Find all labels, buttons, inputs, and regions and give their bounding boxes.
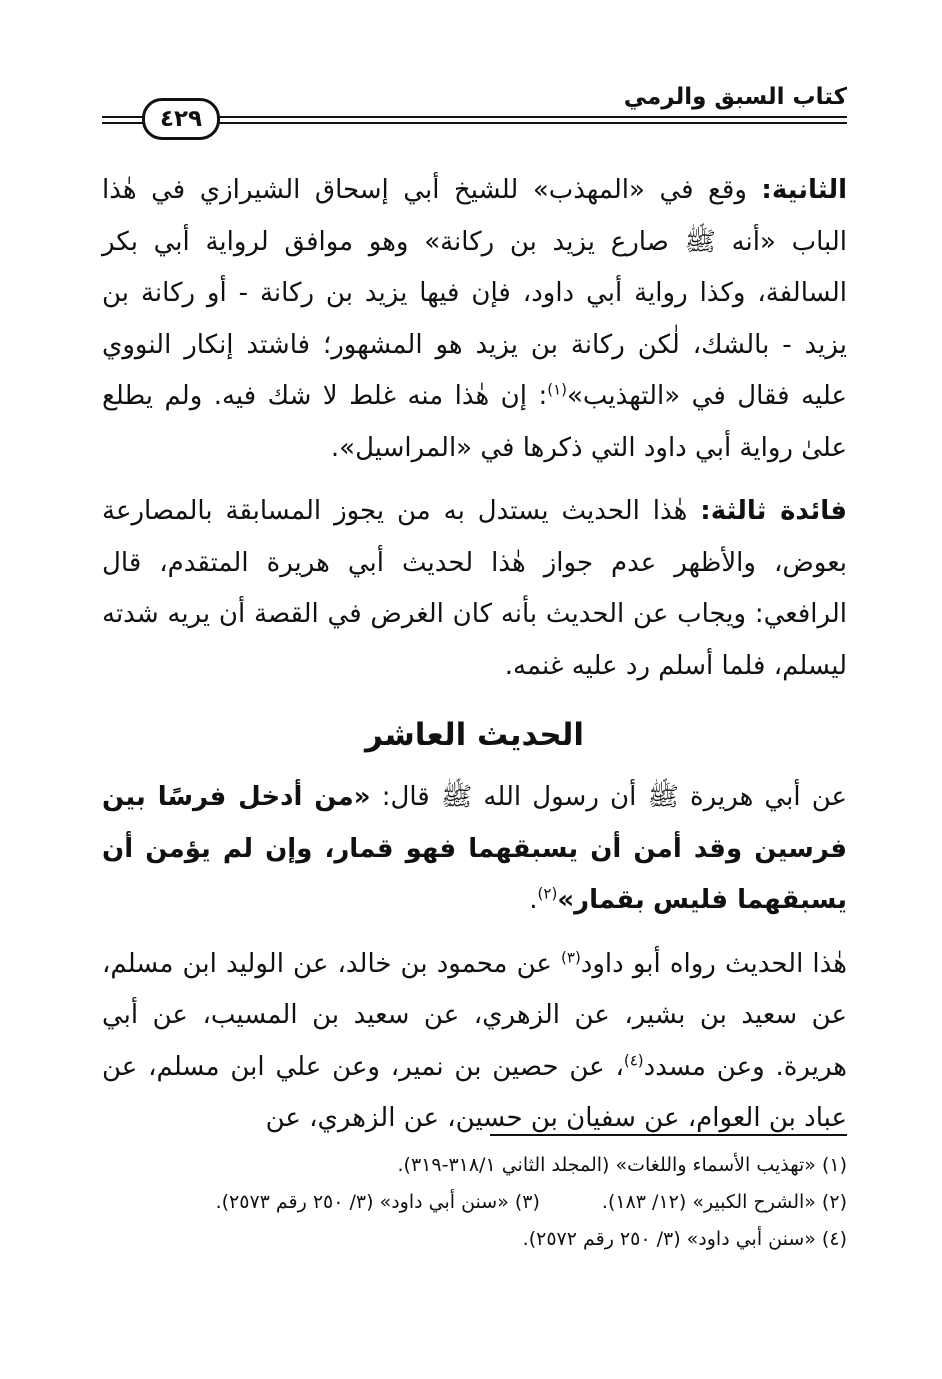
footnote-2: (٢) «الشرح الكبير» (١٢/ ١٨٣).: [601, 1191, 847, 1213]
footnote-ref: (١): [547, 380, 567, 399]
hadith-text: بقمار»: [557, 885, 645, 915]
paragraph-narration-chain: [102, 939, 847, 1145]
text-line: بعوض، والأظهر عدم جواز هٰذا لحديث أبي هريرة المتقدم، قال: [102, 547, 847, 578]
section-title: الحديث العاشر: [365, 717, 584, 753]
paragraph-lead: الثانية:: [761, 175, 848, 205]
footnote-4: (٤) «سنن أبي داود» (٣/ ٢٥٠ رقم ٢٥٧٢).: [522, 1228, 847, 1250]
text-line: هٰذا الحديث رواه أبو داود: [580, 948, 847, 979]
footnote-1: (١) «تهذيب الأسماء واللغات» (المجلد الثاني ٣١٨/١-٣١٩).: [397, 1154, 847, 1176]
text-line: وقع في «المهذب» للشيخ أبي إسحاق الشيرازي في هٰذا: [102, 175, 747, 205]
text-line: ابن مسلم، عن سعيد بن بشير، عن الزهري، عن سعيد بن المسيب،: [102, 948, 847, 1030]
text-line: في «التهذيب»: [566, 381, 726, 411]
paragraph-lead: فائدة ثالثة:: [700, 496, 847, 526]
footnote-ref: (٢): [537, 884, 558, 903]
text-line: داود التي ذكرها في «المراسيل».: [330, 432, 687, 463]
footnote-separator: [490, 1134, 847, 1136]
text-line: هٰذا الحديث يستدل به من يجوز المسابقة بالمصارعة: [102, 496, 688, 526]
text-line: عن أبي هريرة. وعن مسدد: [102, 1000, 848, 1082]
footnotes: [102, 1147, 847, 1258]
running-header: [102, 78, 847, 138]
text-line: ابن مسلم، عن عباد بن العوام، عن سفيان بن حسين، عن الزهري، عن: [102, 1051, 847, 1133]
text-line: الرافعي: ويجاب عن الحديث بأنه كان الغرض في القصة أن يريه شدته: [102, 599, 847, 629]
text-line: وكذا رواية أبي داود، فإن فيها يزيد بن ركانة - أو ركانة بن يزيد -: [102, 278, 847, 360]
text-line: عن محمود بن خالد، عن الوليد: [225, 948, 562, 979]
main-text: [102, 165, 847, 1145]
text-line: : إن هٰذا منه غلط لا شك فيه. ولم يطلع علىٰ رواية أبي: [102, 381, 847, 463]
text-line: عن أبي هريرة ﷺ أن رسول الله ﷺ قال:: [381, 782, 848, 812]
text-line: ، عن حصين بن نمير، وعن علي: [275, 1051, 624, 1082]
book-title: كتاب السبق والرمي: [623, 84, 847, 110]
text-line: بالشك، لٰكن ركانة بن يزيد هو المشهور؛ فاشتد إنكار النووي عليه فقال: [102, 329, 847, 411]
hadith-text: فرسين وقد أمن أن يسبقهما فهو قمار، وإن لم يؤمن أن يسبقهما فليس: [102, 833, 847, 915]
text-line: ليسلم، فلما أسلم رد عليه غنمه.: [504, 650, 847, 681]
text-line: الباب «أنه ﷺ صارع يزيد بن ركانة» وهو موافق لرواية أبي بكر السالفة،: [102, 226, 847, 308]
hadith-text: «من أدخل فرسًا بين: [102, 782, 371, 812]
page-number: ٤٢٩: [142, 98, 220, 140]
footnote-3: (٣) «سنن أبي داود» (٣/ ٢٥٠ رقم ٢٥٧٣).: [215, 1191, 540, 1213]
footnote-row: [102, 1184, 847, 1221]
paragraph-third-benefit: [102, 486, 847, 692]
paragraph-second-point: [102, 165, 847, 474]
paragraph-hadith: عن أبي هريرة ﷺ أن رسول الله ﷺ قال: «من أدخل فرسًا بين فرسين وقد أمن أن يسبقهما فهو قمار، وإن لم يؤمن أن يسبقهما فليس بقمار»$^{(٢)}$.: [102, 782, 848, 915]
footnote-ref: (٤): [623, 1050, 644, 1069]
footnote-ref: (٣): [561, 947, 581, 966]
